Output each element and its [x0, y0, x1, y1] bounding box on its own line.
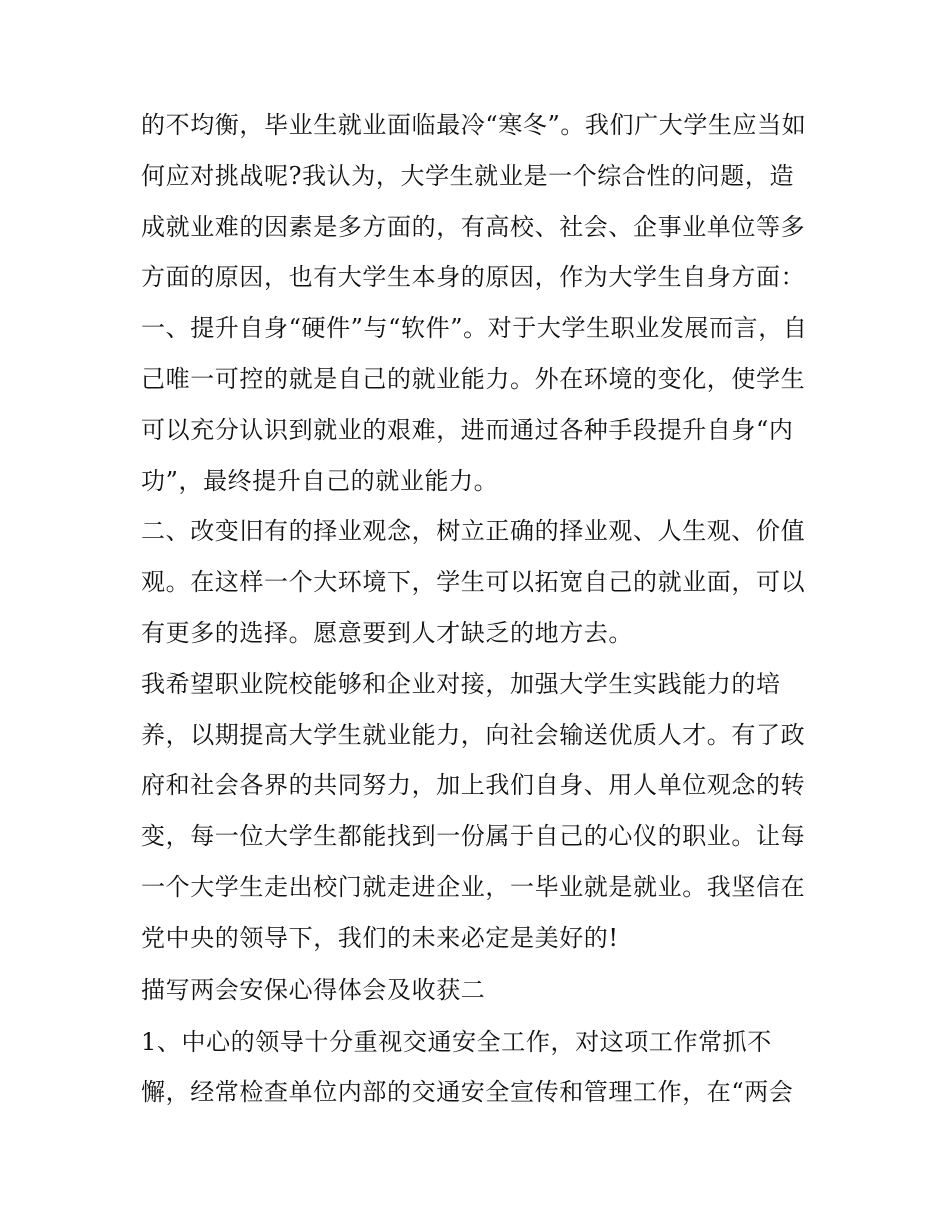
- text-line: 二、改变旧有的择业观念，树立正确的择业观、人生观、价值: [141, 517, 806, 546]
- text-line: 变，每一位大学生都能找到一份属于自己的心仪的职业。让每: [141, 822, 806, 851]
- text-line: 懈，经常检查单位内部的交通安全宣传和管理工作，在“两会: [141, 1078, 794, 1107]
- text-line: 观。在这样一个大环境下，学生可以拓宽自己的就业面，可以: [141, 568, 806, 597]
- text-line: 己唯一可控的就是自己的就业能力。外在环境的变化，使学生: [141, 364, 806, 393]
- text-line: 的不均衡，毕业生就业面临最冷“寒冬”。我们广大学生应当如: [141, 111, 807, 139]
- text-line: 何应对挑战呢?我认为，大学生就业是一个综合性的问题，造: [141, 161, 795, 190]
- document-body: [141, 100, 821, 1118]
- text-line: 党中央的领导下，我们的未来必定是美好的!: [141, 923, 619, 952]
- text-line: 成就业难的因素是多方面的，有高校、社会、企事业单位等多: [141, 212, 806, 241]
- text-line: 我希望职业院校能够和企业对接，加强大学生实践能力的培: [141, 669, 781, 698]
- text-line: 养，以期提高大学生就业能力，向社会输送优质人才。有了政: [141, 720, 806, 749]
- section-heading: 描写两会安保心得体会及收获二: [141, 975, 486, 1004]
- text-line: 府和社会各界的共同努力，加上我们自身、用人单位观念的转: [141, 771, 806, 800]
- text-line: 功”，最终提升自己的就业能力。: [141, 466, 499, 495]
- text-line: 方面的原因，也有大学生本身的原因，作为大学生自身方面：: [141, 263, 806, 292]
- text-line: 可以充分认识到就业的艰难，进而通过各种手段提升自身“内: [141, 415, 794, 444]
- text-line: 1、中心的领导十分重视交通安全工作，对这项工作常抓不: [141, 1027, 772, 1056]
- text-line: 一、提升自身“硬件”与“软件”。对于大学生职业发展而言，自: [141, 314, 808, 343]
- text-line: 一个大学生走出校门就走进企业，一毕业就是就业。我坚信在: [141, 872, 806, 901]
- text-line: 有更多的选择。愿意要到人才缺乏的地方去。: [141, 618, 633, 647]
